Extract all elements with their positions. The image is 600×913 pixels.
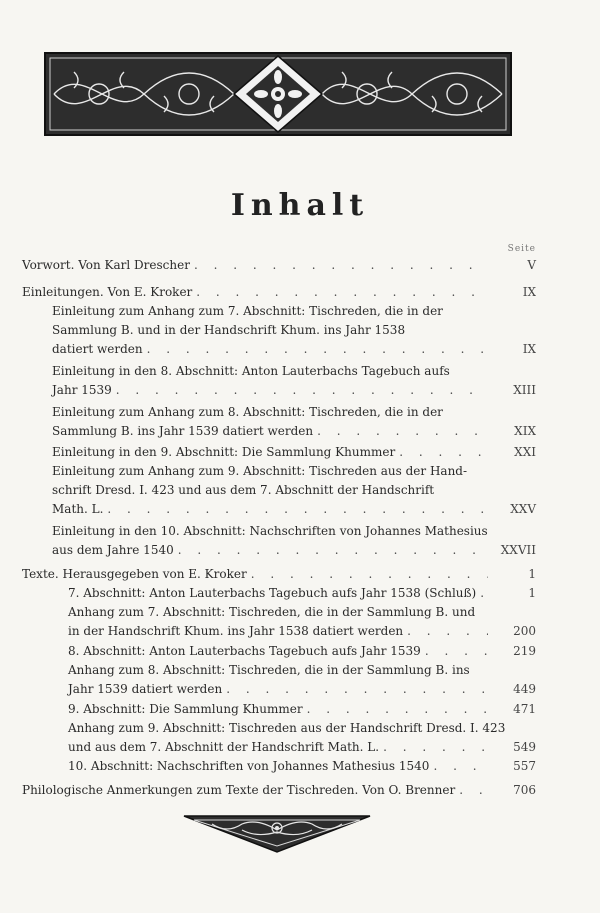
- toc-page-number: 1: [528, 586, 536, 600]
- toc-entry: [52, 403, 536, 422]
- toc-page-number: 1: [528, 567, 536, 581]
- toc-page-number: 219: [513, 644, 536, 658]
- toc-entry-continued: [68, 680, 536, 699]
- toc-entry: [68, 584, 536, 603]
- dot-leader: [112, 381, 488, 400]
- toc-entry: [68, 757, 536, 776]
- toc-entry-text: Einleitung zum Anhang zum 7. Abschnitt: Tischreden, die in der: [52, 304, 443, 318]
- toc-entry-text: Einleitung zum Anhang zum 9. Abschnitt: Tischreden aus der Hand-: [52, 464, 468, 478]
- toc-entry: [22, 256, 536, 275]
- dot-leader: [303, 700, 488, 719]
- toc-entry-continued: [52, 541, 536, 560]
- dot-leader: [379, 738, 488, 757]
- toc-entry-text: Sammlung B. ins Jahr 1539 datiert werden: [52, 424, 314, 438]
- dot-leader: [143, 340, 488, 359]
- page-title: Inhalt: [230, 188, 370, 223]
- toc-entry-text: Math. L.: [52, 502, 104, 516]
- toc-entry: [68, 642, 536, 661]
- dot-leader: [421, 642, 488, 661]
- toc-entry: [52, 443, 536, 462]
- toc-entry-text: 7. Abschnitt: Anton Lauterbachs Tagebuch aufs Jahr 1538 (Schluß): [68, 586, 477, 600]
- dot-leader: [476, 584, 488, 603]
- toc-entry-text: Philologische Anmerkungen zum Texte der Tischreden. Von O. Brenner: [22, 783, 456, 797]
- toc-page-number: XXI: [514, 445, 536, 459]
- toc-entry: [52, 522, 536, 541]
- dot-leader: [313, 422, 488, 441]
- toc-entry-text: schrift Dresd. I. 423 und aus dem 7. Abschnitt der Handschrift: [52, 483, 435, 497]
- footer-ornament: [182, 814, 372, 854]
- toc-entry-text: 9. Abschnitt: Die Sammlung Khummer: [68, 702, 303, 716]
- toc-page-number: 471: [513, 702, 536, 716]
- dot-leader: [403, 622, 488, 641]
- toc-entry-continued: [52, 422, 536, 441]
- toc-entry-continued: [52, 381, 536, 400]
- toc-entry: [22, 781, 536, 800]
- toc-page-number: XIII: [513, 383, 536, 397]
- toc-entry-continued: [52, 500, 536, 519]
- toc-page-number: V: [527, 258, 536, 272]
- toc-page-number: 557: [513, 759, 536, 773]
- toc-entry-text: Einleitung in den 10. Abschnitt: Nachschriften von Johannes Mathesius: [52, 524, 488, 538]
- toc-entry-text: Anhang zum 8. Abschnitt: Tischreden, die in der Sammlung B. ins: [68, 663, 470, 677]
- toc-entry-text: Anhang zum 9. Abschnitt: Tischreden aus der Handschrift Dresd. I. 423: [68, 721, 506, 735]
- toc-entry-text: datiert werden: [52, 342, 143, 356]
- toc-page-number: 449: [513, 682, 536, 696]
- toc-entry: [52, 302, 536, 321]
- dot-leader: [190, 256, 488, 275]
- toc-entry: [22, 565, 536, 584]
- toc-entry-text: Einleitungen. Von E. Kroker: [22, 285, 193, 299]
- toc-entry-text: aus dem Jahre 1540: [52, 543, 174, 557]
- dot-leader: [192, 283, 488, 302]
- toc-page-number: XIX: [514, 424, 536, 438]
- toc-entry-continued: [52, 321, 536, 340]
- toc-page-number: 706: [513, 783, 536, 797]
- toc-entry: [68, 603, 536, 622]
- dot-leader: [103, 500, 488, 519]
- toc-entry: [52, 462, 536, 481]
- toc-entry: [22, 283, 536, 302]
- dot-leader: [222, 680, 488, 699]
- toc-entry-text: in der Handschrift Khum. ins Jahr 1538 datiert werden: [68, 624, 404, 638]
- toc-entry-text: Sammlung B. und in der Handschrift Khum. ins Jahr 1538: [52, 323, 406, 337]
- toc-entry-continued: [68, 622, 536, 641]
- toc-entry-continued: [52, 340, 536, 359]
- toc-page-number: IX: [522, 342, 536, 356]
- dot-leader: [455, 781, 488, 800]
- toc-entry-text: Jahr 1539: [52, 383, 112, 397]
- toc-entry-text: Einleitung in den 9. Abschnitt: Die Sammlung Khummer: [52, 445, 396, 459]
- toc-entry-text: Anhang zum 7. Abschnitt: Tischreden, die in der Sammlung B. und: [68, 605, 476, 619]
- toc-entry-text: 10. Abschnitt: Nachschriften von Johannes Mathesius 1540: [68, 759, 430, 773]
- toc-entry-text: Einleitung in den 8. Abschnitt: Anton Lauterbachs Tagebuch aufs: [52, 364, 450, 378]
- toc-entry: [68, 661, 536, 680]
- toc-entry: [52, 362, 536, 381]
- toc-entry-text: Texte. Herausgegeben von E. Kroker: [22, 567, 247, 581]
- toc-entry-text: Jahr 1539 datiert werden: [68, 682, 223, 696]
- toc-page-number: 549: [513, 740, 536, 754]
- toc-entry-text: und aus dem 7. Abschnitt der Handschrift Math. L.: [68, 740, 380, 754]
- toc-entry: [68, 700, 536, 719]
- toc-entry: [68, 719, 536, 738]
- dot-leader: [395, 443, 488, 462]
- dot-leader: [429, 757, 488, 776]
- toc-page-number: XXV: [510, 502, 536, 516]
- dot-leader: [247, 565, 488, 584]
- toc-page-number: IX: [522, 285, 536, 299]
- toc-entry-continued: [68, 738, 536, 757]
- toc-entry-text: Vorwort. Von Karl Drescher: [22, 258, 190, 272]
- toc-entry-text: 8. Abschnitt: Anton Lauterbachs Tagebuch aufs Jahr 1539: [68, 644, 421, 658]
- header-ornament: [44, 52, 512, 136]
- page-column-label: Seite: [507, 244, 536, 254]
- toc-entry-text: Einleitung zum Anhang zum 8. Abschnitt: Tischreden, die in der: [52, 405, 443, 419]
- toc-entry-continued: [52, 481, 536, 500]
- toc-page-number: XXVII: [500, 543, 536, 557]
- dot-leader: [174, 541, 488, 560]
- toc-page-number: 200: [513, 624, 536, 638]
